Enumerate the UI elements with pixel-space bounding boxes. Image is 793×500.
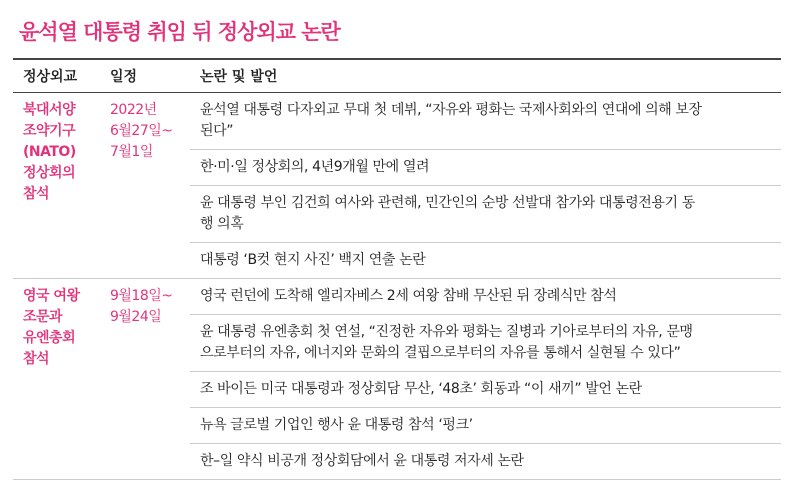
event-item xyxy=(190,315,781,372)
summit-date-line: 9월24일 xyxy=(110,309,162,325)
header-diplomacy: 정상외교 xyxy=(23,69,78,85)
event-item xyxy=(190,93,781,150)
event-list xyxy=(190,93,781,278)
summit-name-line: 유엔총회 xyxy=(23,330,76,346)
summit-date-line: 9월18일~ xyxy=(110,288,173,304)
table-header xyxy=(13,58,781,93)
event-item xyxy=(190,186,781,243)
summit-name-line: 조문과 xyxy=(23,309,63,325)
summit-date xyxy=(100,279,190,479)
summit-date xyxy=(100,93,190,278)
event-text: 으로부터의 자유, 에너지와 문화의 결핍으로부터의 자유를 통해서 실현될 수 있다” xyxy=(200,345,681,361)
event-item xyxy=(190,372,781,408)
event-item xyxy=(190,279,781,315)
summit-name xyxy=(13,279,100,479)
event-text: 한–일 약식 비공개 정상회담에서 윤 대통령 저자세 논란 xyxy=(200,453,524,469)
summit-name-line: 조약기구 xyxy=(23,123,76,139)
event-item xyxy=(190,243,781,278)
event-item xyxy=(190,150,781,186)
event-text: 윤 대통령 부인 김건희 여사와 관련해, 민간인의 순방 선발대 참가와 대통령전용기 동 xyxy=(200,195,695,211)
table-row-group xyxy=(13,93,781,279)
event-text: 한·미·일 정상회의, 4년9개월 만에 열려 xyxy=(200,159,430,175)
event-text: 뉴욕 글로벌 기업인 행사 윤 대통령 참석 ‘펑크’ xyxy=(200,417,473,433)
summit-name-line: (NATO) xyxy=(23,144,76,160)
summit-name-line: 영국 여왕 xyxy=(23,288,80,304)
header-controversy: 논란 및 발언 xyxy=(200,69,278,85)
summit-name xyxy=(13,93,100,278)
summit-table xyxy=(13,58,781,480)
event-text: 행 의혹 xyxy=(200,216,244,232)
table-row-group xyxy=(13,279,781,480)
summit-date-line: 6월27일~ xyxy=(110,123,173,139)
event-text: 윤 대통령 유엔총회 첫 연설, “진정한 자유와 평화는 질병과 기아로부터의 자유, 문맹 xyxy=(200,324,693,340)
event-text: 영국 런던에 도착해 엘리자베스 2세 여왕 참배 무산된 뒤 장례식만 참석 xyxy=(200,288,617,304)
summit-name-line: 참석 xyxy=(23,351,50,367)
event-text: 조 바이든 미국 대통령과 정상회담 무산, ‘48초’ 회동과 “이 새끼” 발언 논란 xyxy=(200,381,642,397)
event-text: 대통령 ‘B컷 현지 사진’ 백지 연출 논란 xyxy=(200,252,426,268)
event-item xyxy=(190,444,781,479)
event-text: 윤석열 대통령 다자외교 무대 첫 데뷔, “자유와 평화는 국제사회와의 연대에 의해 보장 xyxy=(200,102,702,118)
summit-name-line: 참석 xyxy=(23,186,50,202)
summit-name-line: 북대서양 xyxy=(23,102,76,118)
page-title: 윤석열 대통령 취임 뒤 정상외교 논란 xyxy=(19,20,340,44)
event-list xyxy=(190,279,781,479)
event-item xyxy=(190,408,781,444)
header-schedule: 일정 xyxy=(110,69,138,85)
summit-date-line: 7월1일 xyxy=(110,144,153,160)
event-text: 된다” xyxy=(200,123,234,139)
summit-date-line: 2022년 xyxy=(110,102,157,118)
summit-name-line: 정상회의 xyxy=(23,165,76,181)
